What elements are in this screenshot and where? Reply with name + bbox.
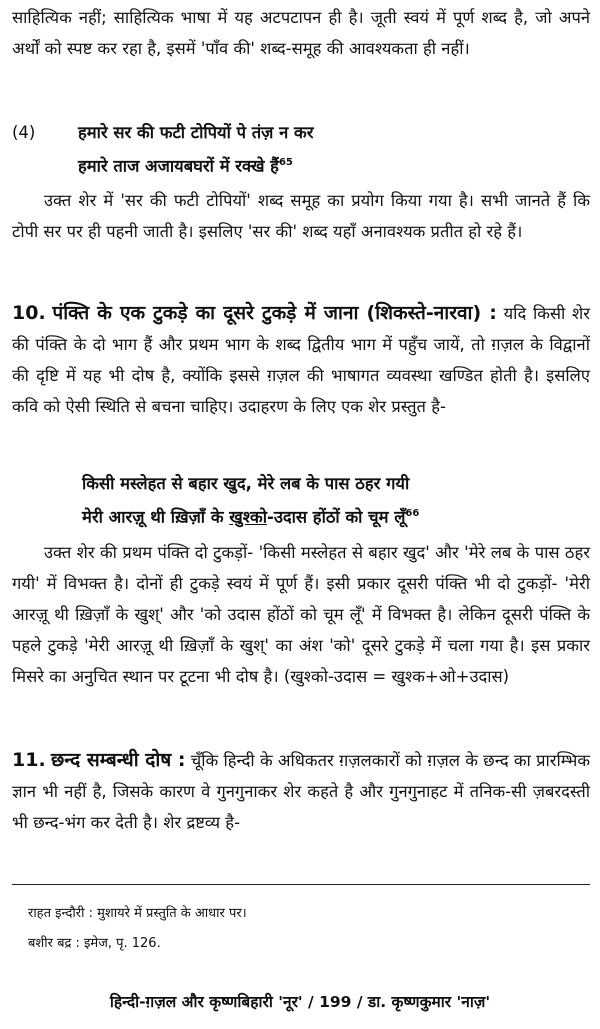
section-10-body: यदि किसी शेर की पंक्ति के दो भाग हैं और प्रथम भाग के शब्द द्वितीय भाग में पहुँच जायें, तो ग़ज़ल के विद्वानों की दृष्टि में यह भी दोष है, क्योंकि इससे ग़ज़ल की भाषागत व्यवस्था खण्डित होती है। इसलिए कवि को ऐसी स्थिति से बचना चाहिए। उदाहरण के लिए एक शेर प्रस्तुत है- (12, 304, 591, 416)
footnote-ref-66: 66 (405, 508, 420, 519)
verse-number: (4) (12, 123, 36, 142)
paragraph-continuation: साहित्यिक नहीं; साहित्यिक भाषा में यह अटपटापन ही है। जूती स्वयं में पूर्ण शब्द है, जो अपने अर्थों को स्पष्ट कर रहा है, इसमें 'पाँव की' शब्द-समूह की आवश्यकता ही नहीं। (12, 8, 590, 58)
footnote-divider (12, 884, 590, 885)
verse2-line-1: किसी मस्लेहत से बहार खुद, मेरे लब के पास ठहर गयी (82, 474, 410, 493)
section-11-body: चूँकि हिन्दी के अधिकतर ग़ज़लकारों को ग़ज़ल के छन्द का प्रारम्भिक ज्ञान भी नहीं है, जिसके कारण वे गुनगुनाकर शेर कहते है और गुनगुनाहट में तनिक-सी ज़बरदस्ती भी छन्द-भंग कर देती है। शेर द्रष्टव्य है- (12, 751, 590, 832)
verse-line-1: हमारे सर की फटी टोपियों पे तंज़ न कर (78, 123, 314, 142)
verse-line-2-text: हमारे ताज अजायबघरों में रक्खे हैं (78, 156, 279, 176)
paragraph-explanation-2: उक्त शेर की प्रथम पंक्ति दो टुकड़ों- 'किसी मस्लेहत से बहार खुद' और 'मेरे लब के पास ठहर गयी' में विभक्त है। दोनों ही टुकड़े स्वयं में पूर्ण हैं। इसी प्रकार दूसरी पंक्ति भी दो टुकड़ों- 'मेरी आरज़ू थी ख़िज़ाँ के खुश्' और 'को उदास होंठों को चूम लूँ' में विभक्त है। लेकिन दूसरी पंक्ति के पहले टुकड़े 'मेरी आरज़ू थी ख़िज़ाँ के खुश्' का अंश 'को' दूसरे टुकड़े में चला गया है। इस प्रकार मिसरे का अनुचित स्थान पर टूटना भी दोष है। (खुश्को-उदास = खुश्क+ओ+उदास) (12, 543, 590, 686)
section-10 (12, 298, 590, 422)
section-10-number: 10. (12, 302, 46, 324)
verse2-line-2-part1: मेरी आरज़ू थी ख़िज़ाँ के (82, 507, 230, 527)
paragraph-explanation-1: उक्त शेर में 'सर की फटी टोपियों' शब्द समूह का प्रयोग किया गया है। सभी जानते हैं कि टोपी सर पर ही पहनी जाती है। इसलिए 'सर की' शब्द यहाँ अनावश्यक प्रतीत हो रहे हैं। (12, 191, 590, 241)
section-10-title: पंक्ति के एक टुकड़े का दूसरे टुकड़े में जाना (शिकस्ते-नारवा) : (52, 302, 497, 324)
verse2-line-2-part2: -उदास होंठों को चूम लूँ (266, 507, 406, 527)
verse2-underlined-word: खुश्को (229, 507, 267, 527)
footnote-ref-65: 65 (278, 157, 293, 168)
verse2-line-2 (82, 498, 419, 533)
section-11-number: 11. (12, 749, 46, 771)
footnote-66: बशीर बद्र : इमेज, पृ. 126. (28, 936, 161, 951)
section-11 (12, 745, 590, 838)
page-footer: हिन्दी-ग़ज़ल और कृष्णबिहारी 'नूर' / 199 / डा. कृष्णकुमार 'नाज़' (109, 993, 491, 1011)
section-11-title: छन्द सम्बन्धी दोष : (50, 749, 186, 771)
footnote-65: राहत इन्दौरी : मुशायरे में प्रस्तुति के आधार पर। (28, 906, 247, 921)
verse-line-2 (78, 147, 293, 182)
